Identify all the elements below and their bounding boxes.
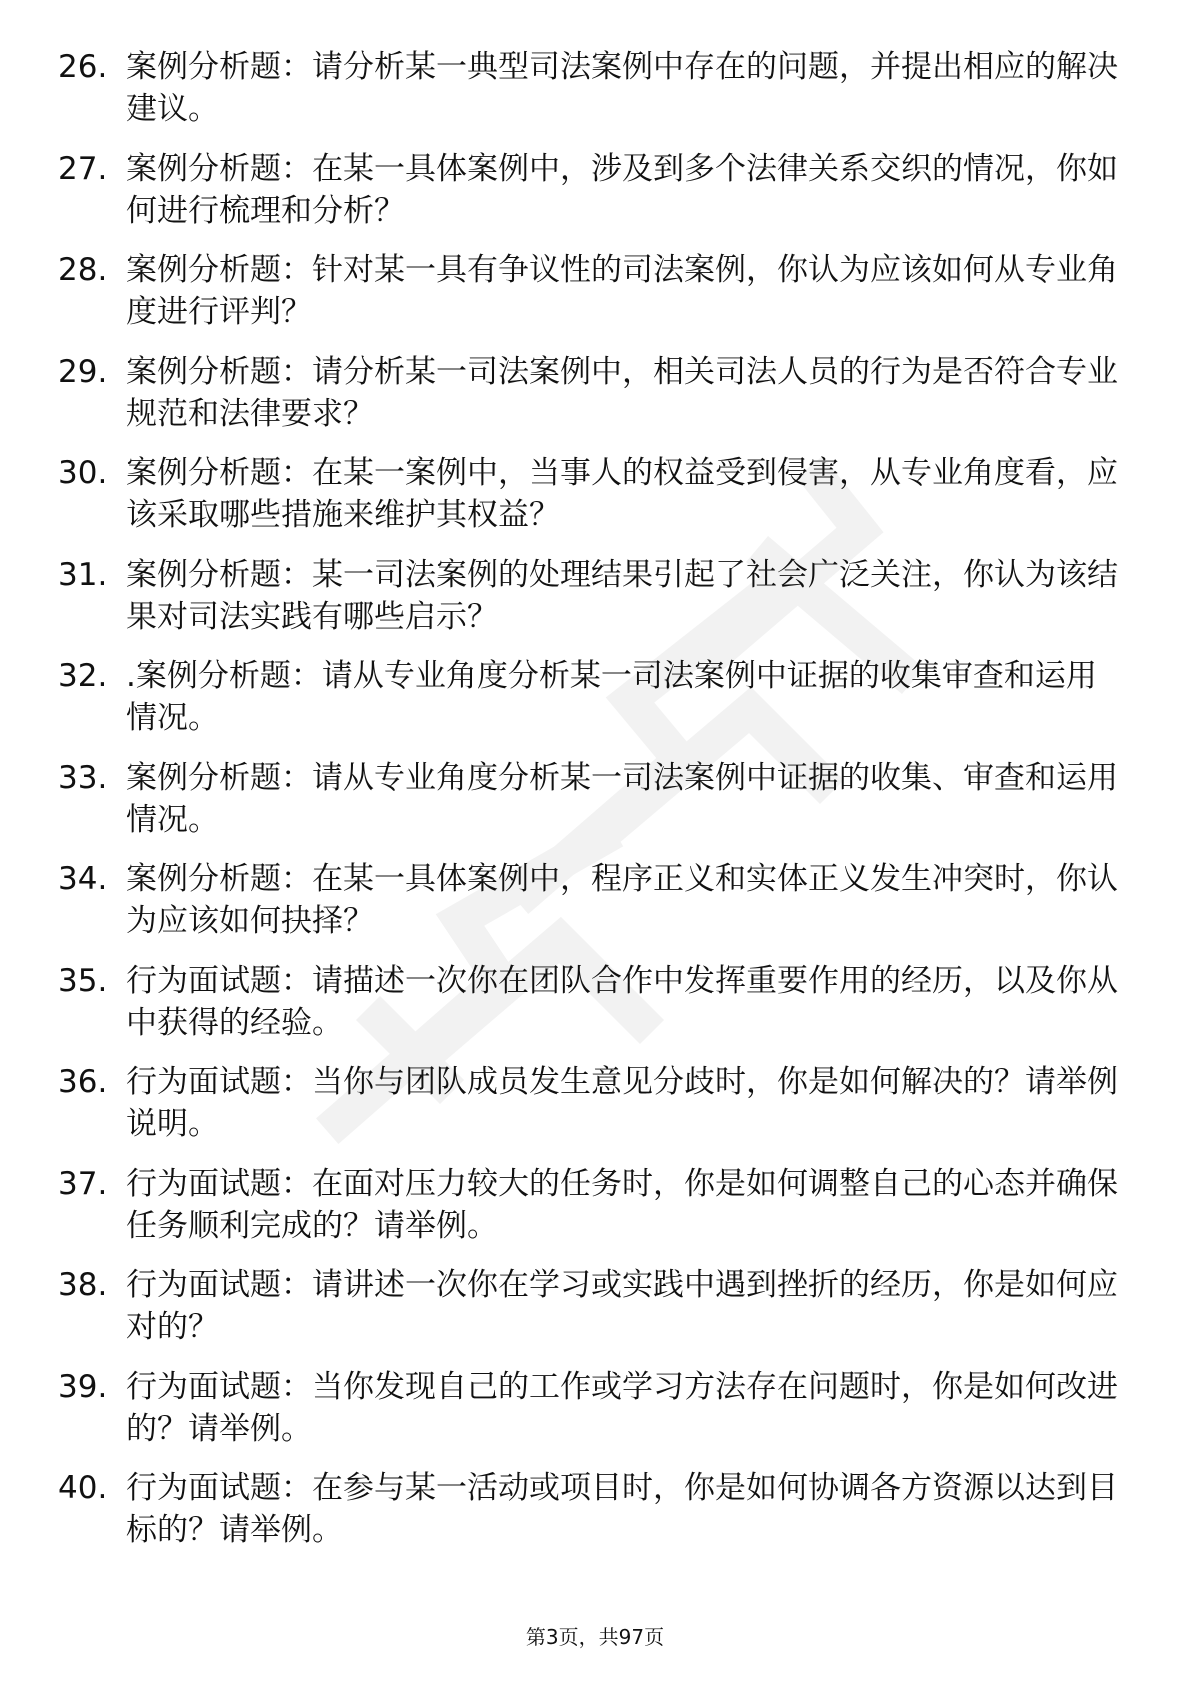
question-item: [58, 249, 1118, 351]
question-text: .案例分析题：请从专业角度分析某一司法案例中证据的收集审查和运用情况。: [126, 658, 1097, 736]
question-item: [58, 46, 1118, 148]
question-text: 行为面试题：当你发现自己的工作或学习方法存在问题时，你是如何改进的？请举例。: [126, 1368, 1118, 1447]
question-text: 案例分析题：在某一具体案例中，涉及到多个法律关系交织的情况，你如何进行梳理和分析？: [126, 150, 1118, 229]
question-number: 39.: [58, 1368, 108, 1405]
question-item: [58, 655, 1118, 757]
question-text: 行为面试题：在面对压力较大的任务时，你是如何调整自己的心态并确保任务顺利完成的？请举例。: [126, 1165, 1118, 1244]
question-number: 28.: [58, 252, 108, 288]
question-text: 行为面试题：请描述一次你在团队合作中发挥重要作用的经历，以及你从中获得的经验。: [126, 962, 1118, 1041]
question-number: 27.: [58, 150, 108, 187]
question-number: 33.: [58, 759, 108, 796]
question-number: 32.: [58, 658, 108, 694]
question-item: [58, 858, 1118, 960]
question-list: [58, 46, 1118, 1569]
question-number: 35.: [58, 962, 108, 999]
question-item: [58, 554, 1118, 656]
question-number: 30.: [58, 455, 108, 491]
question-item: [58, 1467, 1118, 1569]
question-number: 37.: [58, 1165, 108, 1202]
question-text: 案例分析题：请从专业角度分析某一司法案例中证据的收集、审查和运用情况。: [126, 759, 1118, 838]
question-number: 31.: [58, 556, 108, 593]
question-number: 38.: [58, 1267, 108, 1303]
page-number-label: 第3页，共97页: [525, 1625, 665, 1649]
question-text: 案例分析题：请分析某一司法案例中，相关司法人员的行为是否符合专业规范和法律要求？: [126, 353, 1118, 432]
question-item: [58, 1366, 1118, 1468]
question-text: 案例分析题：针对某一具有争议性的司法案例，你认为应该如何从专业角度进行评判？: [126, 252, 1118, 330]
question-text: 行为面试题：请讲述一次你在学习或实践中遇到挫折的经历，你是如何应对的？: [126, 1267, 1118, 1345]
question-item: [58, 452, 1118, 554]
question-item: [58, 960, 1118, 1062]
question-text: 行为面试题：当你与团队成员发生意见分歧时，你是如何解决的？请举例说明。: [126, 1064, 1118, 1142]
question-number: 29.: [58, 353, 108, 390]
page-footer: [0, 1624, 1190, 1650]
question-number: 36.: [58, 1064, 108, 1100]
question-item: [58, 1061, 1118, 1163]
question-number: 34.: [58, 861, 108, 897]
question-item: [58, 757, 1118, 859]
question-number: 26.: [58, 49, 108, 85]
question-text: 案例分析题：请分析某一典型司法案例中存在的问题，并提出相应的解决建议。: [126, 49, 1118, 127]
question-text: 案例分析题：在某一具体案例中，程序正义和实体正义发生冲突时，你认为应该如何抉择？: [126, 861, 1118, 939]
question-text: 行为面试题：在参与某一活动或项目时，你是如何协调各方资源以达到目标的？请举例。: [126, 1470, 1118, 1548]
question-item: [58, 1163, 1118, 1265]
question-text: 案例分析题：在某一案例中，当事人的权益受到侵害，从专业角度看，应该采取哪些措施来维护其权益？: [126, 455, 1118, 533]
question-item: [58, 351, 1118, 453]
question-item: [58, 1264, 1118, 1366]
question-item: [58, 148, 1118, 250]
question-text: 案例分析题：某一司法案例的处理结果引起了社会广泛关注，你认为该结果对司法实践有哪些启示？: [126, 556, 1118, 635]
question-number: 40.: [58, 1470, 108, 1506]
